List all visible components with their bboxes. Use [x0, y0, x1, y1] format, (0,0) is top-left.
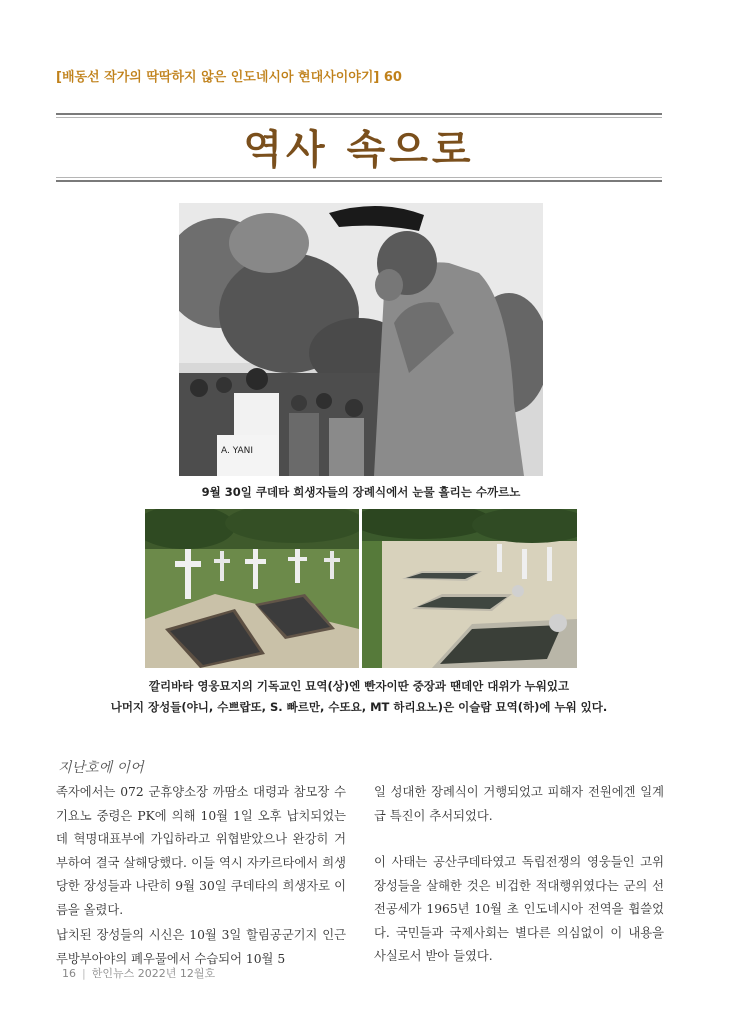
article-right-column	[374, 781, 664, 969]
page-footer	[62, 965, 215, 981]
title-rule-bottom	[56, 177, 662, 182]
footer-divider: |	[82, 967, 86, 980]
funeral-photo-caption: 9월 30일 쿠데타 희생자들의 장례식에서 눈물 흘리는 수까르노	[201, 485, 521, 499]
paragraph: 일 성대한 장례식이 거행되었고 피해자 전원에겐 일계급 특진이 추서되었다.	[374, 785, 664, 823]
islamic-cemetery-photo	[362, 509, 577, 668]
sign-text: A. YANI	[221, 446, 254, 456]
article-left-column	[56, 781, 346, 971]
paragraph: 이 사태는 공산쿠데타였고 독립전쟁의 영웅들인 고위 장성들을 살해한 것은 비겁한 적대행위였다는 군의 선전공세가 1965년 10월 초 인도네시아 전역을 휩쓸었다. 국민들과 국제사회는 별다른 의심없이 이 내용을 사실로서 받아 들였다.	[374, 855, 664, 963]
page-title: 역사 속으로	[243, 127, 475, 173]
paragraph: 족자에서는 072 군휴양소장 까땀소 대령과 참모장 수기요노 중령은 PK에 의해 10월 1일 오후 납치되었는데 혁명대표부에 가입하라고 위협받았으나 완강히 거부하여 결국 살해당했다. 이들 역시 자카르타에서 희생당한 장성들과 나란히 9월 30일 쿠데타의 희생자로 이름을 올렸다.	[56, 785, 346, 917]
christian-cemetery-photo	[145, 509, 359, 668]
publication-name: 한인뉴스 2022년 12월호	[91, 967, 216, 980]
paragraph: 납치된 장성들의 시신은 10월 3일 할림공군기지 인근 루방부아야의 폐우물에서 수습되어 10월 5	[56, 928, 346, 966]
continued-label: 지난호에 이어	[58, 760, 144, 776]
cemetery-caption-line-2: 나머지 장성들(야니, 수쁘랍또, S. 빠르만, 수또요, MT 하리요노)은 이슬람 묘역(하)에 누워 있다.	[110, 700, 608, 714]
cemetery-caption-line-1: 깔리바타 영웅묘지의 기독교인 묘역(상)엔 빤자이딴 중장과 땐데안 대위가 누워있고	[148, 679, 570, 693]
page-number: 16	[62, 967, 76, 980]
series-label: [배동선 작가의 딱딱하지 않은 인도네시아 현대사이야기] 60	[56, 70, 402, 85]
funeral-photo	[179, 203, 543, 476]
